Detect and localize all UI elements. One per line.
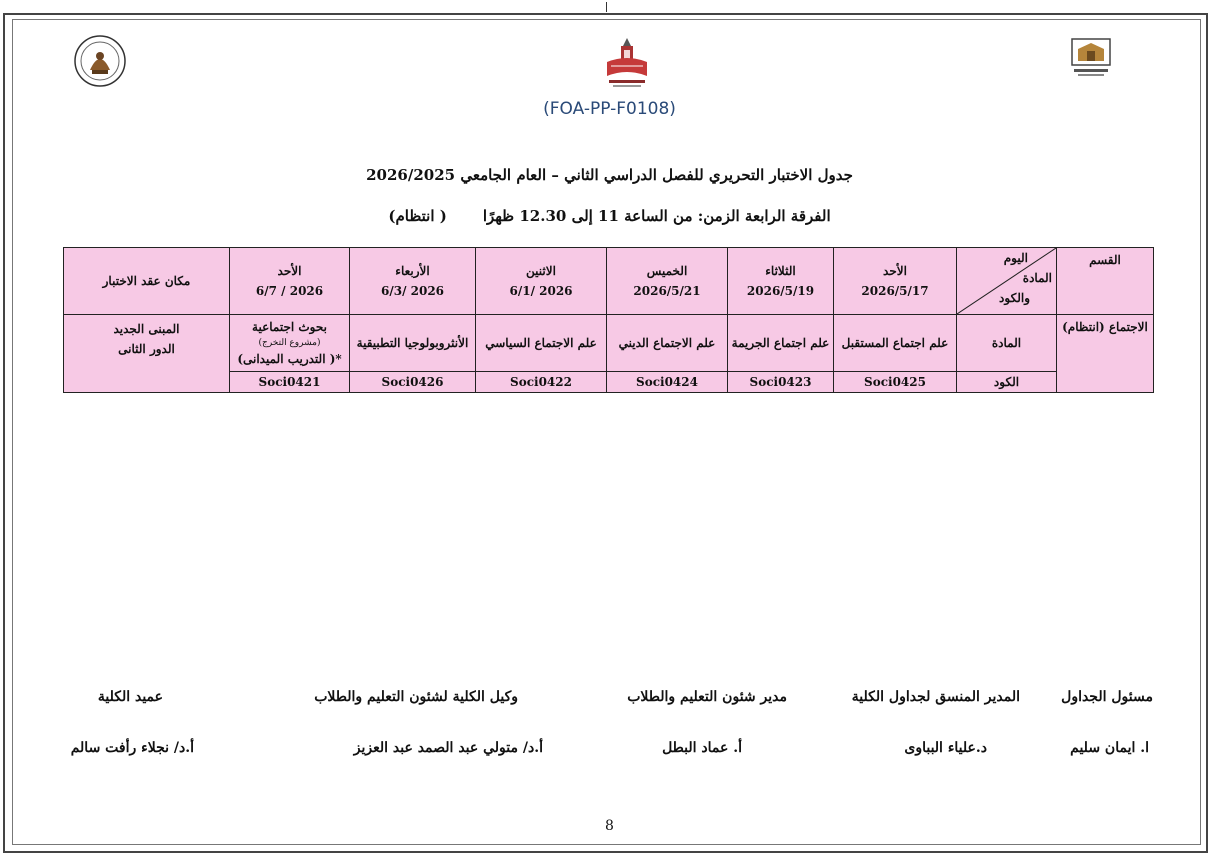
subject-0: علم اجتماع المستقبل [834, 315, 957, 372]
role-2: مدير شئون التعليم والطلاب [627, 689, 787, 705]
code-4: Soci0426 [350, 372, 476, 393]
diag-code-label: والكود [999, 291, 1030, 305]
day-header-5: الأحد 2026 / 6/7 [230, 248, 350, 315]
day-header-4: الأربعاء 2026 /6/3 [350, 248, 476, 315]
name-0: ا. ايمان سليم [1070, 740, 1149, 756]
subtitle-time: الفرقة الرابعة الزمن: من الساعة 11 إلى 12.30 ظهرًا [482, 207, 831, 225]
role-3: وكيل الكلية لشئون التعليم والطلاب [314, 689, 518, 705]
subject-row [64, 315, 1154, 372]
page-number: 8 [605, 818, 614, 834]
subtitle-mode: ( انتظام) [388, 207, 447, 225]
code-3: Soci0422 [476, 372, 607, 393]
page-title: جدول الاختبار التحريري للفصل الدراسي الثاني – العام الجامعي 2026/2025 [366, 166, 853, 184]
subject-1: علم اجتماع الجريمة [728, 315, 834, 372]
code-label: الكود [957, 372, 1057, 393]
exam-place-cell: المبنى الجديد الدور الثانى [64, 315, 230, 393]
diagonal-header-cell [957, 248, 1057, 315]
form-code: (FOA-PP-F0108) [543, 99, 676, 119]
cairo-university-logo [1070, 37, 1112, 79]
page-top-mark [606, 2, 607, 12]
exam-schedule-table [63, 247, 1154, 393]
subject-3: علم الاجتماع السياسي [476, 315, 607, 372]
subject-5: بحوث اجتماعية (مشروع التخرج) *( التدريب الميدانى) [230, 315, 350, 372]
faculty-seal-logo [73, 34, 127, 88]
name-4: أ.د/ نجلاء رأفت سالم [70, 740, 194, 756]
day-header-3: الاثنين 2026 /6/1 [476, 248, 607, 315]
diag-day-label: اليوم [1003, 251, 1028, 265]
subject-4: الأنثروبولوجيا التطبيقية [350, 315, 476, 372]
role-1: المدير المنسق لجداول الكلية [851, 689, 1020, 705]
dept-header: القسم [1057, 248, 1154, 315]
day-header-2: الخميس 2026/5/21 [607, 248, 728, 315]
day-header-0: الأحد 2026/5/17 [834, 248, 957, 315]
code-2: Soci0424 [607, 372, 728, 393]
page-subtitle [0, 207, 1219, 225]
diag-subject-label: المادة [1022, 271, 1052, 285]
subject-5-sub: (مشروع التخرج) [258, 338, 321, 348]
name-2: أ. عماد البطل [662, 740, 742, 756]
role-0: مسئول الجداول [1061, 689, 1153, 705]
subject-label: المادة [957, 315, 1057, 372]
faculty-of-arts-logo [597, 36, 657, 92]
subject-2: علم الاجتماع الديني [607, 315, 728, 372]
code-0: Soci0425 [834, 372, 957, 393]
department-cell: الاجتماع (انتظام) [1057, 315, 1154, 393]
day-header-1: الثلاثاء 2026/5/19 [728, 248, 834, 315]
name-3: أ.د/ متولي عبد الصمد عبد العزيز [353, 740, 543, 756]
subject-5-extra: *( التدريب الميدانى) [237, 352, 342, 366]
code-1: Soci0423 [728, 372, 834, 393]
page-inner-border [12, 19, 1201, 845]
code-5: Soci0421 [230, 372, 350, 393]
role-4: عميد الكلية [97, 689, 163, 705]
name-1: د.علياء البباوى [904, 740, 987, 756]
exam-place-header: مكان عقد الاختبار [64, 248, 230, 315]
table-header-row [64, 248, 1154, 315]
